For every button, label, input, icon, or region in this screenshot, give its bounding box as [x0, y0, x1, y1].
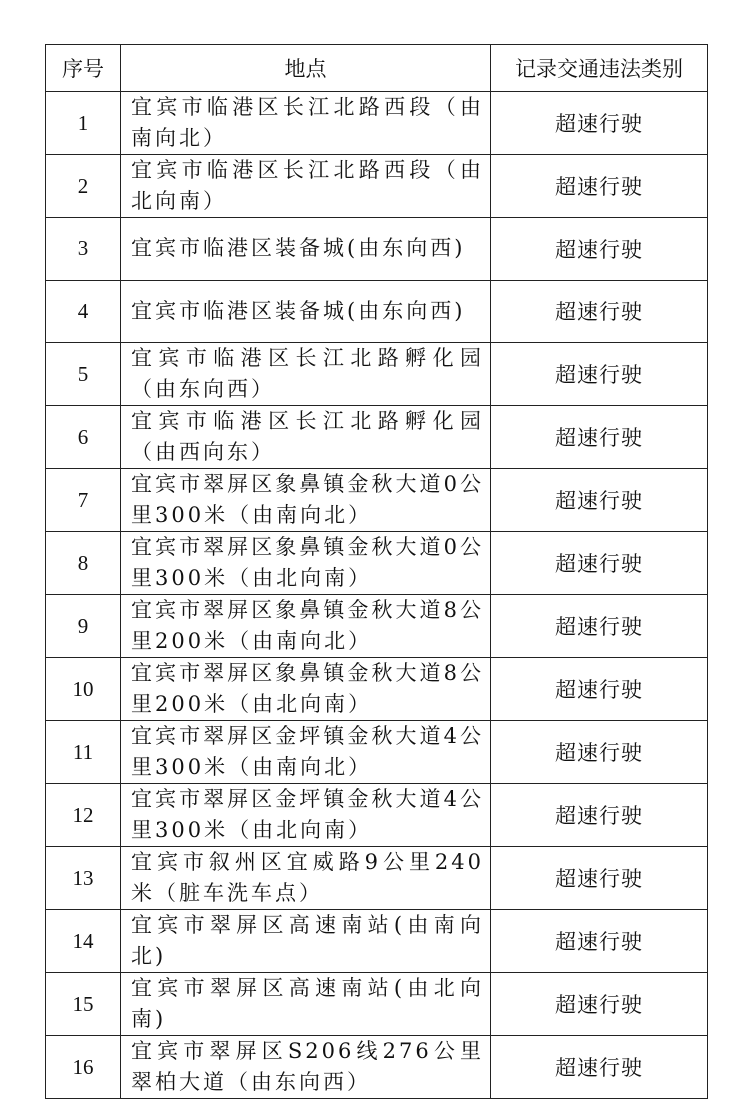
table-row [46, 92, 708, 155]
table-row [46, 406, 708, 469]
row-violation-type-cell: 超速行驶 [491, 847, 708, 910]
row-location-cell: 宜宾市翠屏区金坪镇金秋大道4公里300米（由南向北） [121, 721, 491, 784]
row-location-cell: 宜宾市叙州区宜威路9公里240米（脏车洗车点） [121, 847, 491, 910]
row-violation-type-cell: 超速行驶 [491, 532, 708, 595]
row-violation-type-cell: 超速行驶 [491, 595, 708, 658]
row-location-cell: 宜宾市临港区长江北路孵化园（由东向西） [121, 343, 491, 406]
table-row [46, 658, 708, 721]
row-location-cell: 宜宾市临港区长江北路孵化园（由西向东） [121, 406, 491, 469]
row-location-cell: 宜宾市翠屏区S206线276公里翠柏大道（由东向西） [121, 1036, 491, 1099]
row-number-cell: 14 [46, 910, 121, 973]
row-number-cell: 2 [46, 155, 121, 218]
row-violation-type-cell: 超速行驶 [491, 155, 708, 218]
table-row [46, 910, 708, 973]
table-row [46, 595, 708, 658]
row-number-cell: 7 [46, 469, 121, 532]
header-number: 序号 [46, 45, 121, 92]
header-violation-type: 记录交通违法类别 [491, 45, 708, 92]
row-location-cell: 宜宾市临港区长江北路西段（由南向北） [121, 92, 491, 155]
row-number-cell: 15 [46, 973, 121, 1036]
table-row [46, 847, 708, 910]
table-row [46, 469, 708, 532]
table-row [46, 155, 708, 218]
row-violation-type-cell: 超速行驶 [491, 343, 708, 406]
row-number-cell: 3 [46, 218, 121, 281]
header-location: 地点 [121, 45, 491, 92]
table-row [46, 784, 708, 847]
table-row [46, 280, 708, 343]
table-row [46, 1036, 708, 1099]
row-number-cell: 10 [46, 658, 121, 721]
table-body [46, 92, 708, 1099]
row-location-cell: 宜宾市翠屏区象鼻镇金秋大道0公里300米（由南向北） [121, 469, 491, 532]
row-violation-type-cell: 超速行驶 [491, 1036, 708, 1099]
row-number-cell: 9 [46, 595, 121, 658]
table-row [46, 721, 708, 784]
row-number-cell: 1 [46, 92, 121, 155]
row-number-cell: 13 [46, 847, 121, 910]
row-violation-type-cell: 超速行驶 [491, 406, 708, 469]
row-violation-type-cell: 超速行驶 [491, 721, 708, 784]
row-location-cell: 宜宾市临港区长江北路西段（由北向南） [121, 155, 491, 218]
violation-locations-table [45, 44, 708, 1099]
row-number-cell: 4 [46, 280, 121, 343]
row-location-cell: 宜宾市翠屏区金坪镇金秋大道4公里300米（由北向南） [121, 784, 491, 847]
row-number-cell: 8 [46, 532, 121, 595]
row-violation-type-cell: 超速行驶 [491, 280, 708, 343]
row-location-cell: 宜宾市翠屏区象鼻镇金秋大道8公里200米（由北向南） [121, 658, 491, 721]
row-location-cell: 宜宾市临港区装备城(由东向西) [121, 218, 491, 281]
row-violation-type-cell: 超速行驶 [491, 218, 708, 281]
row-violation-type-cell: 超速行驶 [491, 973, 708, 1036]
row-number-cell: 6 [46, 406, 121, 469]
row-location-cell: 宜宾市临港区装备城(由东向西) [121, 280, 491, 343]
row-violation-type-cell: 超速行驶 [491, 784, 708, 847]
row-location-cell: 宜宾市翠屏区高速南站(由南向北) [121, 910, 491, 973]
table-row [46, 218, 708, 281]
row-number-cell: 12 [46, 784, 121, 847]
table-row [46, 343, 708, 406]
row-number-cell: 11 [46, 721, 121, 784]
row-number-cell: 16 [46, 1036, 121, 1099]
row-violation-type-cell: 超速行驶 [491, 92, 708, 155]
row-violation-type-cell: 超速行驶 [491, 910, 708, 973]
header-row [46, 45, 708, 92]
row-violation-type-cell: 超速行驶 [491, 658, 708, 721]
row-location-cell: 宜宾市翠屏区高速南站(由北向南) [121, 973, 491, 1036]
row-number-cell: 5 [46, 343, 121, 406]
row-location-cell: 宜宾市翠屏区象鼻镇金秋大道8公里200米（由南向北） [121, 595, 491, 658]
table-header [46, 45, 708, 92]
table-row [46, 973, 708, 1036]
table-row [46, 532, 708, 595]
row-location-cell: 宜宾市翠屏区象鼻镇金秋大道0公里300米（由北向南） [121, 532, 491, 595]
row-violation-type-cell: 超速行驶 [491, 469, 708, 532]
